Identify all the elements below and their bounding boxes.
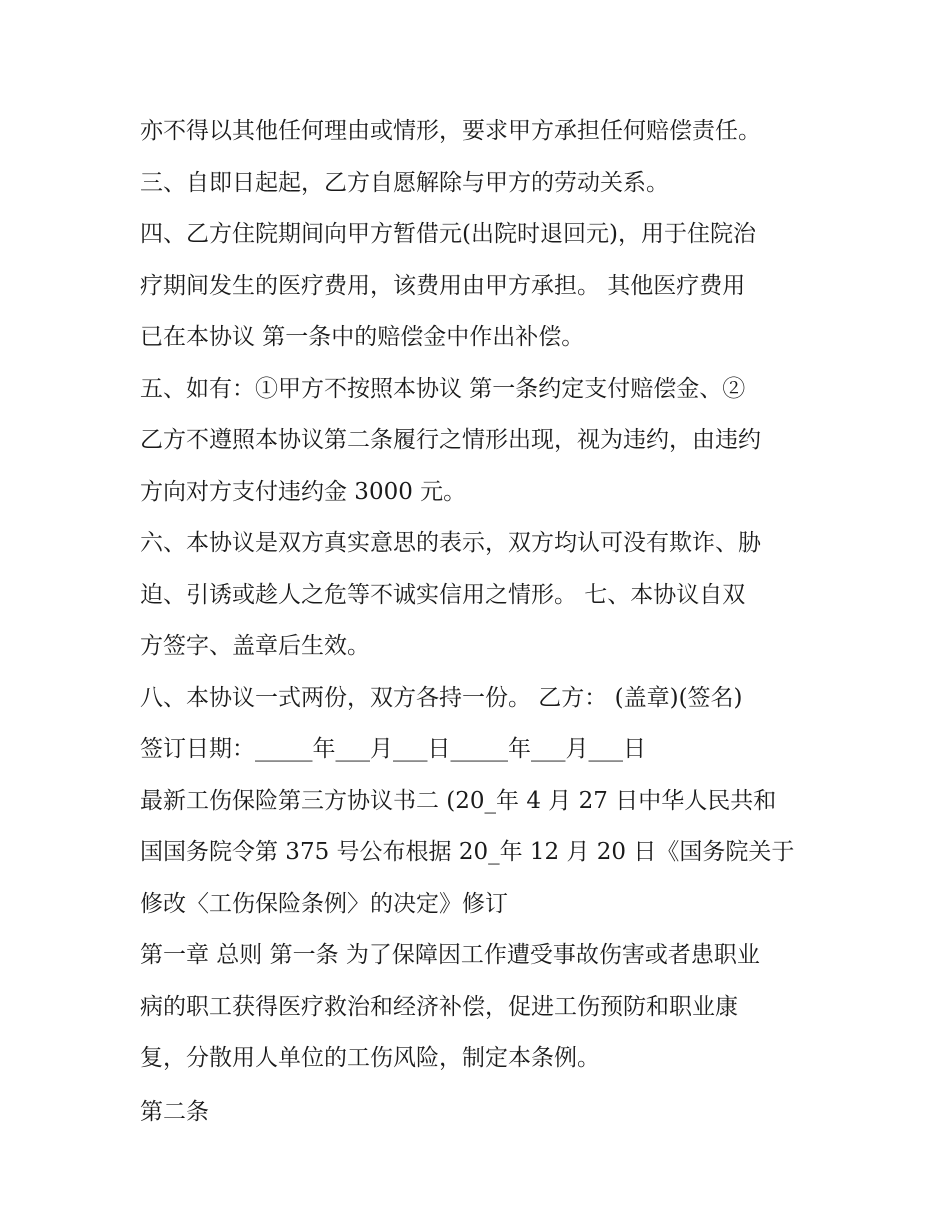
text-line: 三、自即日起起，乙方自愿解除与甲方的劳动关系。 — [140, 169, 669, 196]
text-line: 已在本协议 第一条中的赔偿金中作出补偿。 — [140, 324, 585, 350]
text-line: 方向对方支付违约金 3000 元。 — [140, 478, 467, 505]
text-line: 四、乙方住院期间向甲方暂借元(出院时退回元)，用于住院治 — [140, 221, 756, 247]
section-heading-line: 最新工伤保险第三方协议书二 (20_年 4 月 27 日中华人民共和 — [140, 787, 777, 814]
text-line: 五、如有：①甲方不按照本协议 第一条约定支付赔偿金、② — [140, 375, 746, 402]
text-line: 修改〈工伤保险条例〉的决定》修订 — [140, 890, 508, 917]
text-line: 方签字、盖章后生效。 — [140, 633, 370, 659]
text-line: 八、本协议一式两份，双方各持一份。 乙方： (盖章)(签名) — [140, 684, 743, 711]
text-line: 复，分散用人单位的工伤风险，制定本条例。 — [140, 1045, 600, 1071]
article-heading-line: 第二条 — [140, 1098, 209, 1125]
document-body — [140, 106, 830, 1138]
chapter-line: 第一章 总则 第一条 为了保障因工作遭受事故伤害或者患职业 — [140, 942, 760, 968]
text-line: 病的职工获得医疗救治和经济补偿，促进工伤预防和职业康 — [140, 993, 738, 1020]
text-line: 国国务院令第 375 号公布根据 20_年 12 月 20 日《国务院关于 — [140, 839, 795, 865]
text-line: 疗期间发生的医疗费用，该费用由甲方承担。 其他医疗费用 — [140, 272, 746, 299]
text-line: 乙方不遵照本协议第二条履行之情形出现，视为违约，由违约 — [140, 427, 761, 453]
signing-date-line: 签订日期：_____年___月___日_____年___月___日 — [140, 736, 646, 762]
text-line: 迫、引诱或趁人之危等不诚实信用之情形。 七、本协议自双 — [140, 581, 746, 608]
text-line: 亦不得以其他任何理由或情形，要求甲方承担任何赔偿责任。 — [140, 118, 761, 144]
text-line: 六、本协议是双方真实意思的表示，双方均认可没有欺诈、胁 — [140, 530, 761, 556]
